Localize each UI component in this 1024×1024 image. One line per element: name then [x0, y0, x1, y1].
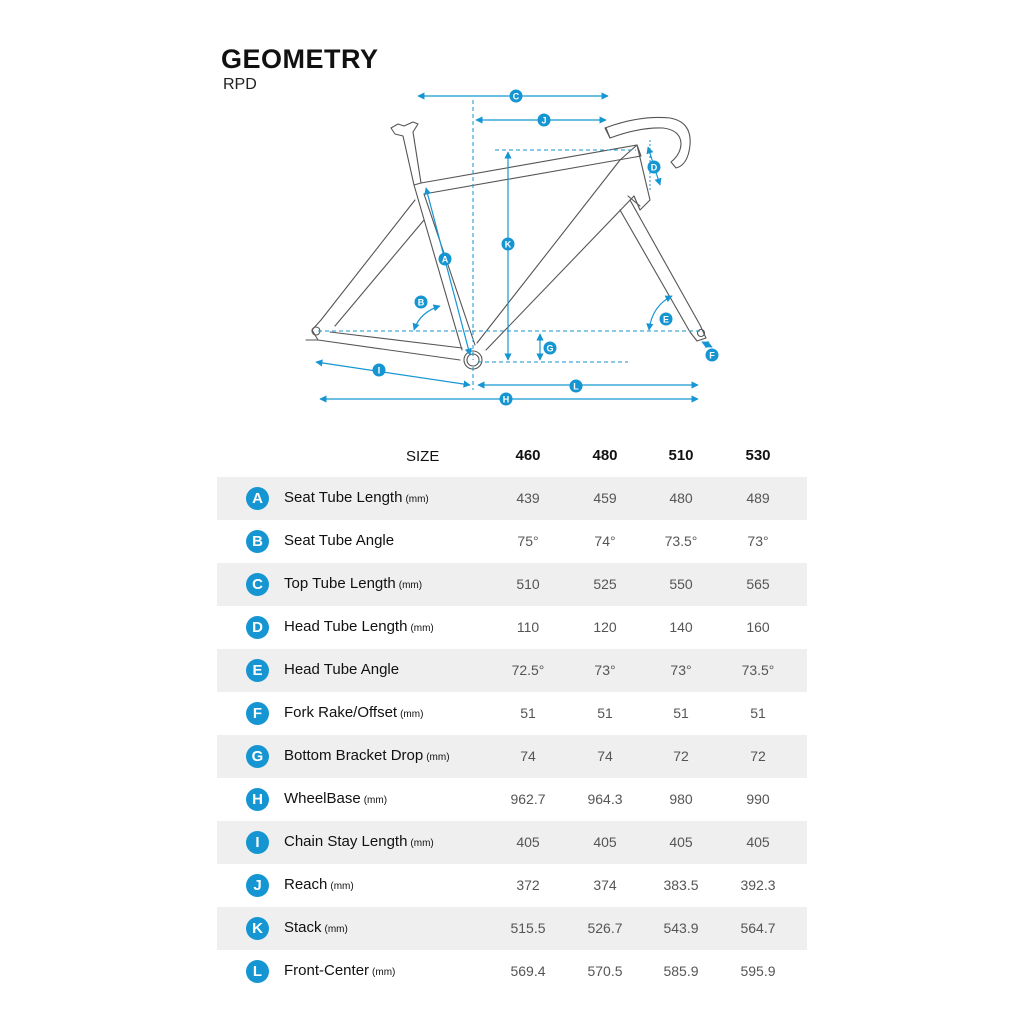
table-row-stack [217, 907, 807, 950]
value-cell: 543.9 [663, 920, 699, 936]
value-cell: 565 [746, 576, 770, 592]
value-cell: 160 [746, 619, 770, 635]
row-label: Head Tube Angle [284, 661, 400, 678]
size-530-header: 530 [745, 447, 771, 464]
value-cell: 489 [746, 490, 770, 506]
row-label: Bottom Bracket Drop (mm) [284, 747, 450, 764]
letter-badge-f: F [246, 702, 269, 725]
letter-badge-i: I [246, 831, 269, 854]
value-cell: 140 [669, 619, 693, 635]
svg-text:D: D [650, 162, 658, 173]
value-cell: 480 [669, 490, 693, 506]
value-cell: 439 [516, 490, 540, 506]
value-cell: 526.7 [587, 920, 623, 936]
value-cell: 459 [593, 490, 617, 506]
letter-badge-c: C [246, 573, 269, 596]
value-cell: 510 [516, 576, 540, 592]
svg-text:G: G [546, 343, 554, 354]
value-cell: 51 [597, 705, 613, 721]
table-row-seat-tube-length [217, 477, 807, 520]
page-title: GEOMETRY [221, 44, 379, 74]
value-cell: 564.7 [740, 920, 776, 936]
row-label: Head Tube Length (mm) [284, 618, 434, 635]
table-header-row [217, 434, 807, 477]
table-row-wheelbase [217, 778, 807, 821]
svg-text:E: E [662, 314, 670, 325]
table-row-reach [217, 864, 807, 907]
letter-badge-a: A [246, 487, 269, 510]
diagram-badge-a [439, 253, 452, 266]
diagram-badge-k [502, 238, 515, 251]
svg-text:A: A [441, 254, 449, 265]
table-row-front-center [217, 950, 807, 993]
row-label: Front-Center (mm) [284, 962, 396, 979]
value-cell: 405 [593, 834, 617, 850]
size-header: SIZE [406, 448, 440, 465]
svg-text:C: C [512, 91, 520, 102]
svg-text:J: J [541, 115, 547, 126]
table-row-fork-rake [217, 692, 807, 735]
svg-text:L: L [573, 381, 579, 392]
geometry-table [217, 434, 807, 993]
row-label: Chain Stay Length (mm) [284, 833, 434, 850]
value-cell: 74° [594, 533, 616, 549]
letter-badge-d: D [246, 616, 269, 639]
value-cell: 405 [516, 834, 540, 850]
svg-text:H: H [502, 394, 510, 405]
diagram-badge-f [706, 349, 719, 362]
row-label: WheelBase (mm) [284, 790, 388, 807]
letter-badge-h: H [246, 788, 269, 811]
value-cell: 72.5° [511, 662, 545, 678]
value-cell: 569.4 [510, 963, 546, 979]
value-cell: 372 [516, 877, 540, 893]
value-cell: 962.7 [510, 791, 546, 807]
svg-text:B: B [417, 297, 425, 308]
letter-badge-l: L [246, 960, 269, 983]
size-480-header: 480 [592, 447, 618, 464]
value-cell: 525 [593, 576, 617, 592]
diagram-badge-i [373, 364, 386, 377]
row-label: Fork Rake/Offset (mm) [284, 704, 424, 721]
model-name: RPD [223, 76, 257, 93]
value-cell: 550 [669, 576, 693, 592]
value-cell: 374 [593, 877, 617, 893]
svg-text:F: F [709, 350, 715, 361]
value-cell: 110 [516, 619, 540, 635]
letter-badge-g: G [246, 745, 269, 768]
value-cell: 72 [673, 748, 689, 764]
value-cell: 72 [750, 748, 766, 764]
diagram-badge-g [544, 342, 557, 355]
row-label: Seat Tube Angle [284, 532, 395, 549]
table-row-chain-stay-length [217, 821, 807, 864]
table-row-seat-tube-angle [217, 520, 807, 563]
value-cell: 405 [669, 834, 693, 850]
row-label: Stack (mm) [284, 919, 348, 936]
value-cell: 74 [520, 748, 536, 764]
value-cell: 74 [597, 748, 613, 764]
value-cell: 73° [747, 533, 769, 549]
diagram-badge-l [570, 380, 583, 393]
row-label: Reach (mm) [284, 876, 354, 893]
value-cell: 570.5 [587, 963, 623, 979]
value-cell: 51 [673, 705, 689, 721]
value-cell: 75° [517, 533, 539, 549]
diagram-badge-b [415, 296, 428, 309]
diagram-badge-d [648, 161, 661, 174]
table-row-bottom-bracket-drop [217, 735, 807, 778]
value-cell: 73.5° [664, 533, 698, 549]
value-cell: 980 [669, 791, 693, 807]
value-cell: 73° [670, 662, 692, 678]
diagram-badge-h [500, 393, 513, 406]
frame-geometry-diagram [0, 0, 1024, 430]
table-row-head-tube-length [217, 606, 807, 649]
value-cell: 405 [746, 834, 770, 850]
value-cell: 51 [750, 705, 766, 721]
value-cell: 120 [593, 619, 617, 635]
value-cell: 73° [594, 662, 616, 678]
table-row-top-tube-length [217, 563, 807, 606]
value-cell: 585.9 [663, 963, 699, 979]
diagram-badges [373, 90, 719, 406]
dimension-arrows [316, 96, 712, 399]
svg-text:I: I [377, 365, 381, 376]
diagram-badge-e [660, 313, 673, 326]
value-cell: 383.5 [663, 877, 699, 893]
table-row-head-tube-angle [217, 649, 807, 692]
value-cell: 964.3 [587, 791, 623, 807]
size-510-header: 510 [668, 447, 694, 464]
value-cell: 595.9 [740, 963, 776, 979]
diagram-badge-j [538, 114, 551, 127]
row-label: Seat Tube Length (mm) [284, 489, 429, 506]
size-460-header: 460 [515, 447, 541, 464]
diagram-badge-c [510, 90, 523, 103]
letter-badge-j: J [246, 874, 269, 897]
value-cell: 392.3 [740, 877, 776, 893]
row-label: Top Tube Length (mm) [284, 575, 423, 592]
value-cell: 73.5° [741, 662, 775, 678]
letter-badge-e: E [246, 659, 269, 682]
value-cell: 990 [746, 791, 770, 807]
svg-text:K: K [504, 239, 512, 250]
letter-badge-b: B [246, 530, 269, 553]
value-cell: 515.5 [510, 920, 546, 936]
value-cell: 51 [520, 705, 536, 721]
letter-badge-k: K [246, 917, 269, 940]
